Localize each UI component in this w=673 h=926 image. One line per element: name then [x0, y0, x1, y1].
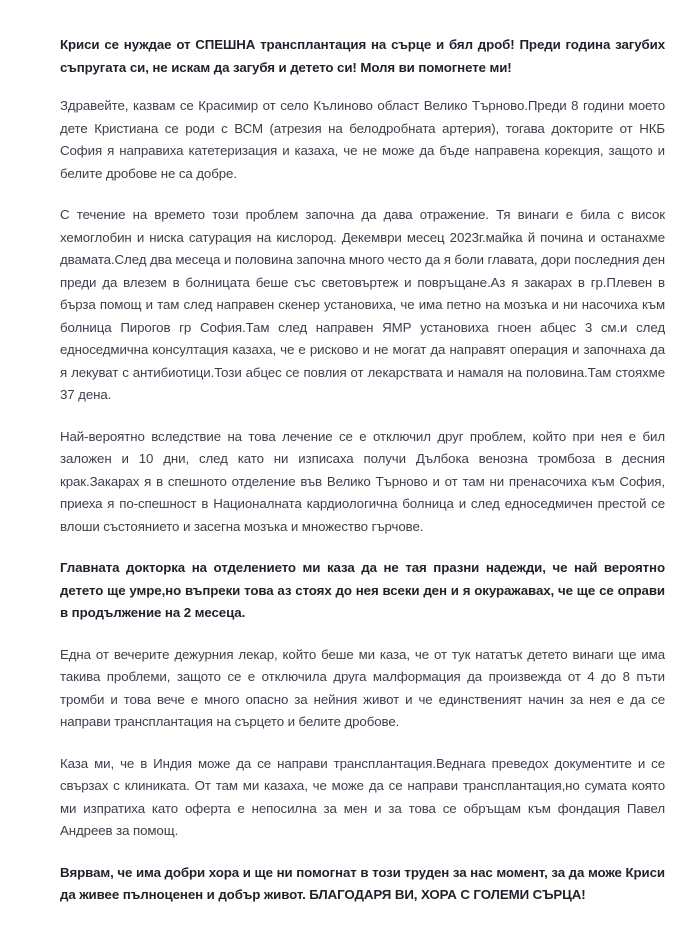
article-paragraph-medical-history: С течение на времето този проблем започна да дава отражение. Тя винаги е била с висок хемоглобин и ниска сатурация на кислород. Декември месец 2023г.майка й почина и останахме двамата.След два месеца и половина започна много често да я боли главата, дори последния ден преди да влезем в болницата беше със световъртеж и повръщане.Аз я закарах в гр.Плевен в бърза помощ и там след направен скенер установиха, че има петно на мозъка и ни насочиха към болница Пирогов гр София.Там след направен ЯМР установиха гноен абцес 3 см.и след едноседмична консултация казаха, че е рисково и не могат да направят операция и започнаха да я лекуват с антибиотици.Този абцес се повлия от лекарствата и намаля на половина.Там стояхме 37 дена. [60, 207, 665, 402]
article-headline-paragraph: Криси се нуждае от СПЕШНА трансплантация на сърце и бял дроб! Преди година загубих съпругата си, не искам да загубя и детето си! Моля ви помогнете ми! [60, 37, 665, 75]
article-paragraph-doctor-warning: Главната докторка на отделението ми каза да не тая празни надежди, че най вероятно детето ще умре,но въпреки това аз стоях до нея всеки ден и я окуражавах, че ще се оправи в продължение на 2 месеца. [60, 560, 665, 620]
article-paragraph-india-clinic: Каза ми, че в Индия може да се направи трансплантация.Веднага преведох документите и се свързах с клиниката. От там ми казаха, че може да се направи трансплантация,но сумата която ми изпратиха като оферта е непосилна за мен и за това се обръщам към фондация Павел Андреев за помощ. [60, 755, 665, 838]
article-paragraph-thrombosis: Най-вероятно вследствие на това лечение се е отключил друг проблем, който при нея е бил заложен и 10 дни, след като ни изписаха получи Дълбока венозна тромбоза в десния крак.Закарах я в спешното отделение във Велико Търново и от там ни пренасочиха към София, приеха я по-спешност в Националната кардиологична болница и след едноседмичен престой се влоши състоянието и засегна мозъка и множество гърчове. [60, 428, 665, 534]
article-paragraph-transplant-need: Една от вечерите дежурния лекар, който беше ми каза, че от тук нататък детето винаги ще има такива проблеми, защото се е отключила друга малформация да произвежда от 4 до 8 пъти тромби и това вече е много опасно за нейния живот и че единственият начин за нея е да се направи трансплантация на сърцето и белите дробове. [60, 646, 665, 729]
article-paragraph-introduction: Здравейте, казвам се Красимир от село Кълиново област Велико Търново.Преди 8 години моето дете Кристиана се роди с ВСМ (атрезия на белодробната артерия), тогава докторите от НКБ София я направиха катетеризация и казаха, че не може да бъде направена корекция, защото и белите дробове не са добре. [60, 98, 665, 181]
article-closing-paragraph: Вярвам, че има добри хора и ще ни помогнат в този труден за нас момент, за да може Криси да живее пълноценен и добър живот. БЛАГОДАРЯ ВИ, ХОРА С ГОЛЕМИ СЪРЦА! [60, 864, 665, 902]
article-body [60, 34, 665, 926]
